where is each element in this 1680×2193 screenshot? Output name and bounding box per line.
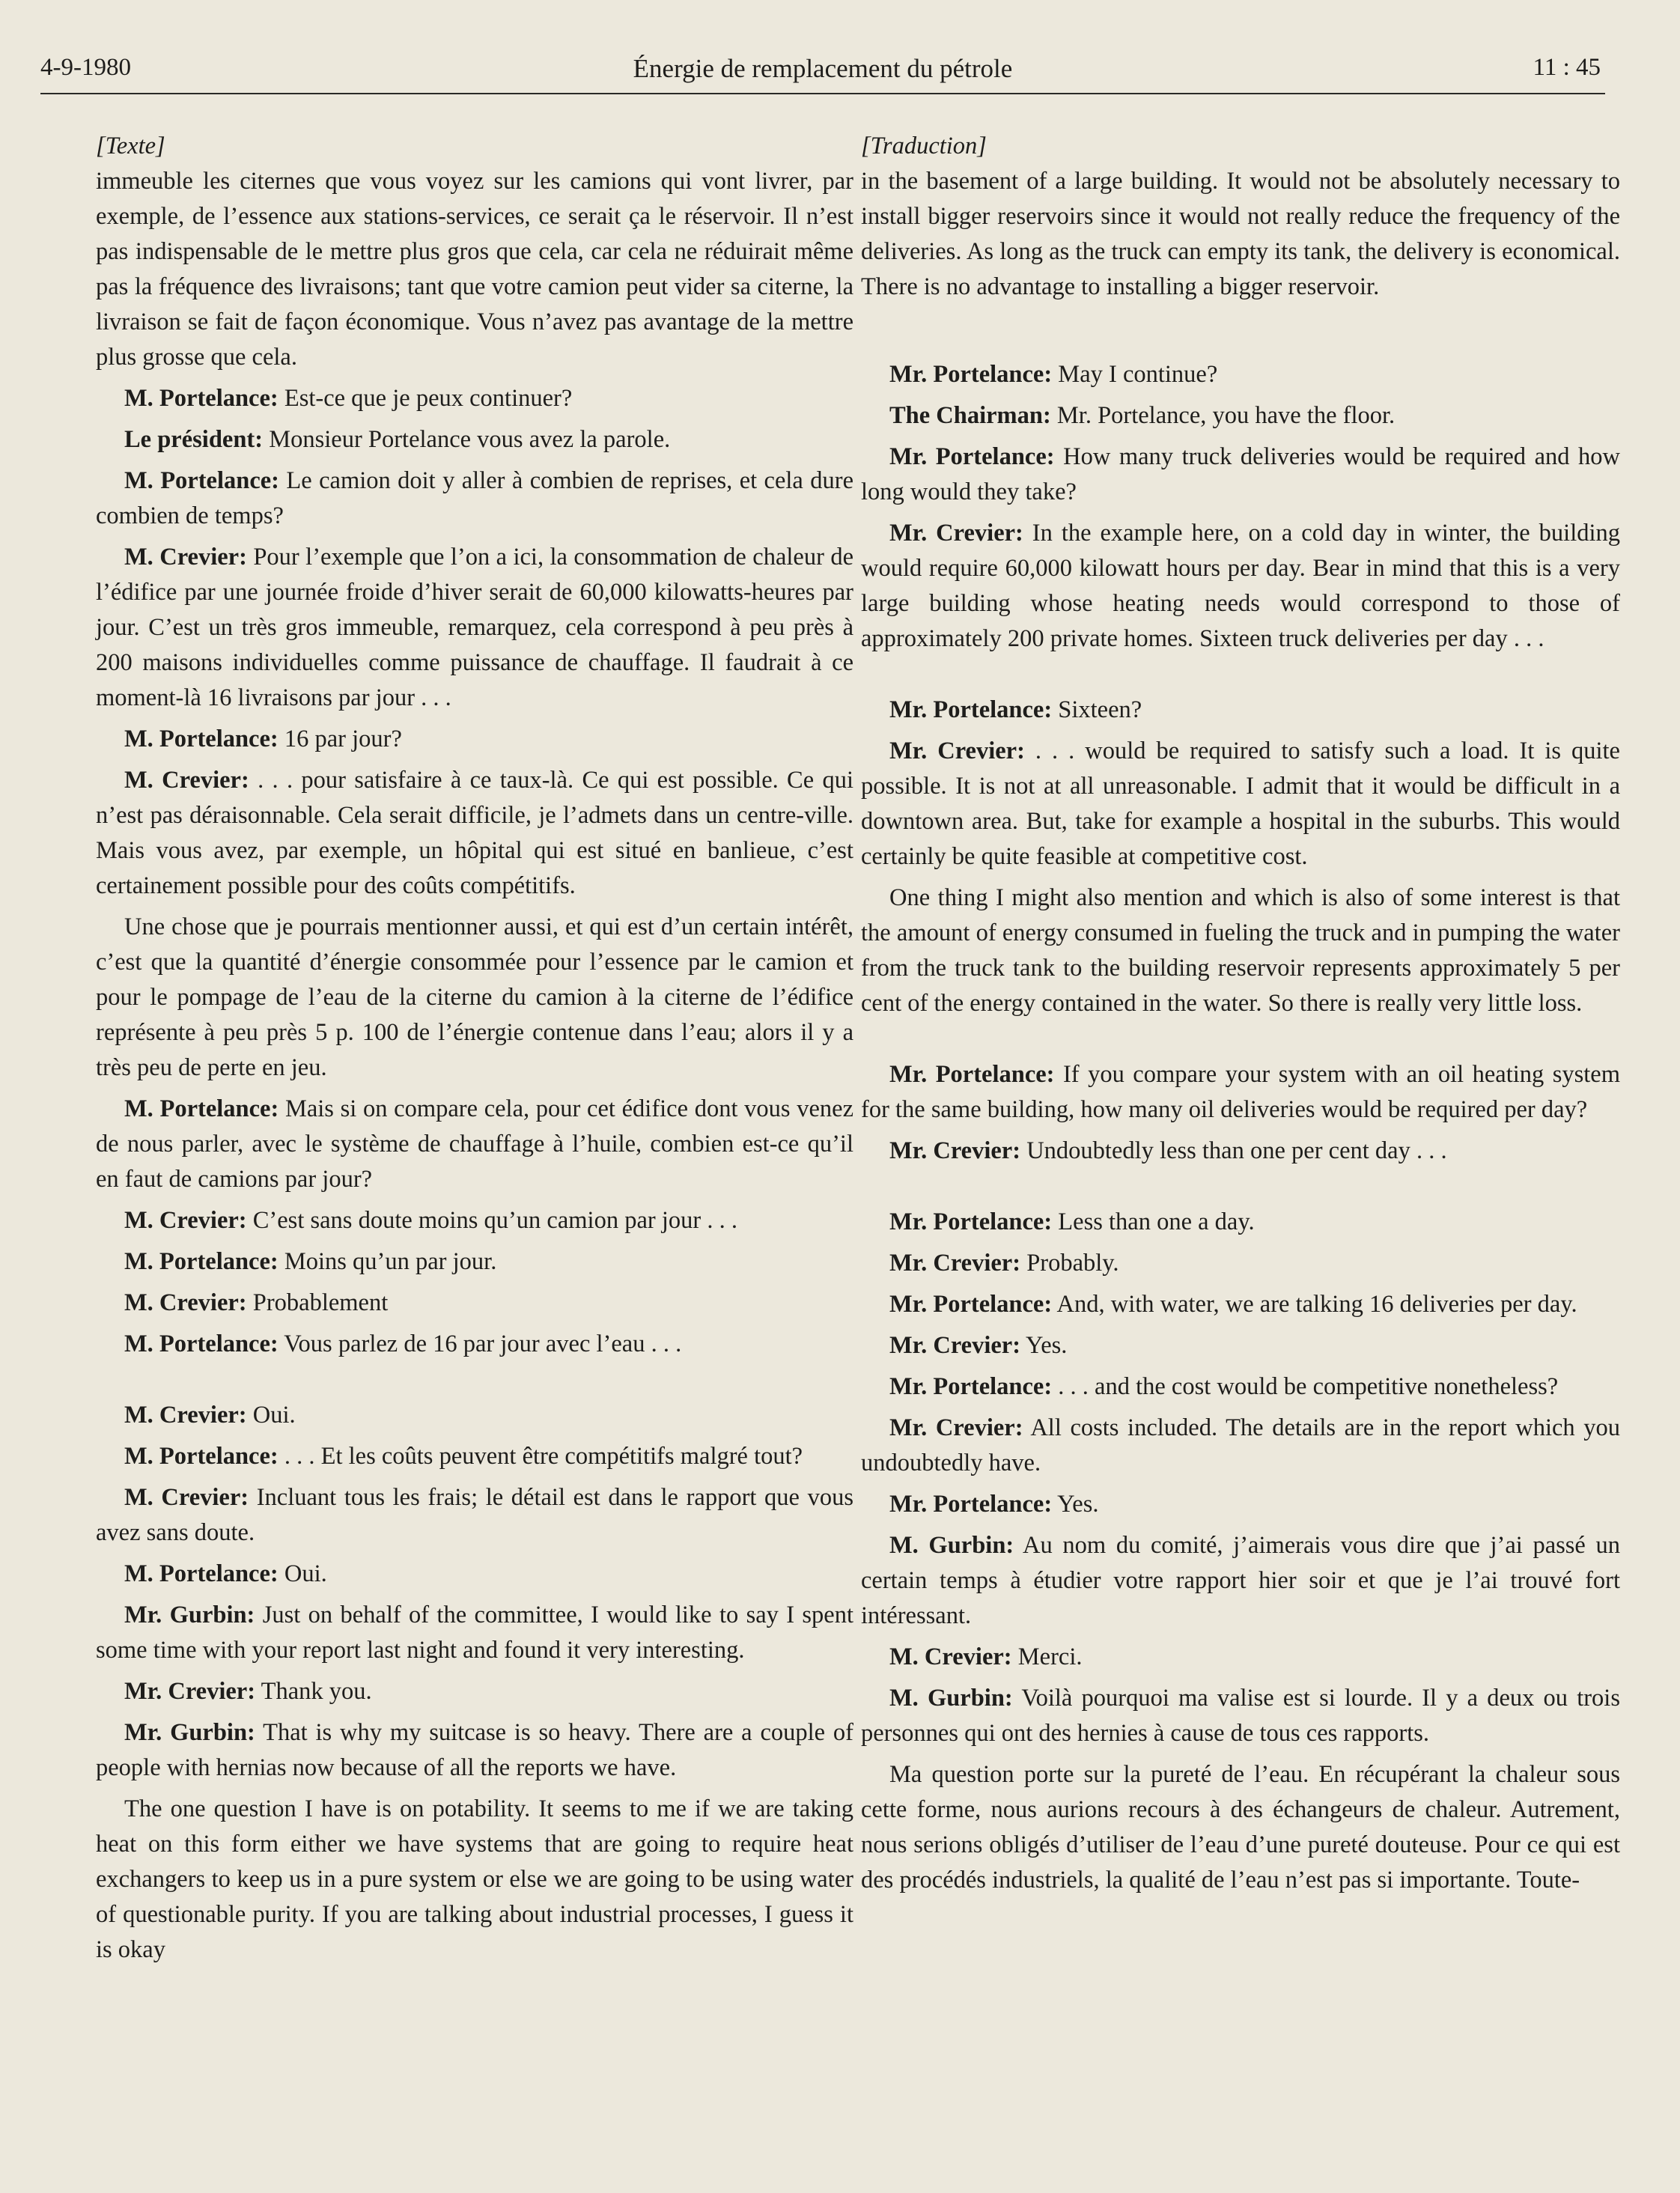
speech	[861, 1134, 1620, 1169]
speaker-name: Mr. Portelance:	[889, 696, 1053, 723]
speech	[861, 1369, 1620, 1405]
paragraph: One thing I might also mention and which is also of some interest is that the amount of energy consumed in fueling the truck and in pumping the water from the truck tank to the building reservoir represents approximately 5 per cent of the energy contained in the water. So there is really very little loss.	[861, 884, 1620, 1017]
speaker-name: M. Crevier:	[124, 1402, 247, 1429]
speech-text: 16 par jour?	[278, 726, 402, 752]
speaker-name: Mr. Portelance:	[889, 1373, 1053, 1400]
speech	[861, 1640, 1620, 1675]
paragraph: The one question I have is on potability. It seems to me if we are taking heat on this form either we have systems that are going to require heat exchangers to keep us in a pure system or else we are going to be using water of questionable purity. If you are talking about industrial processes, I guess it is okay	[96, 1795, 853, 1963]
speech	[861, 398, 1620, 434]
right-column	[861, 129, 1620, 1904]
speech-text: Est-ce que je peux continuer?	[278, 385, 573, 412]
speaker-name: M. Portelance:	[124, 385, 279, 412]
speaker-name: Mr. Portelance:	[889, 1291, 1053, 1318]
speech-text: . . . and the cost would be competitive nonetheless?	[1052, 1373, 1559, 1400]
speaker-name: M. Crevier:	[124, 1484, 249, 1511]
speech-text: Incluant tous les frais; le détail est dans le rapport que vous avez sans doute.	[96, 1484, 853, 1546]
speaker-name: Mr. Crevier:	[889, 737, 1025, 764]
paragraph: Une chose que je pourrais mentionner aussi, et qui est d’un certain intérêt, c’est que la quantité d’énergie consommée pour l’essence par le camion et pour le pompage de l’eau de la citerne du camion à la citerne de l’édifice représente à peu près 5 p. 100 de l’énergie contenue dans l’eau; alors il y a très peu de perte en jeu.	[96, 913, 853, 1081]
speech-text: Yes.	[1020, 1332, 1068, 1359]
spacer	[861, 1027, 1620, 1057]
speech	[861, 1287, 1620, 1322]
speaker-name: M. Portelance:	[124, 1443, 279, 1470]
speaker-name: M. Gurbin:	[889, 1532, 1014, 1559]
speech	[96, 1598, 853, 1668]
speech-text: Less than one a day.	[1052, 1208, 1255, 1235]
right-column-heading: [Traduction]	[861, 133, 987, 159]
speaker-name: Mr. Crevier:	[889, 1414, 1023, 1441]
speech	[96, 463, 853, 534]
speech-text: If you compare your system with an oil heating system for the same building, how many oil deliveries would be required per day?	[861, 1061, 1621, 1123]
speech	[861, 1411, 1620, 1481]
speech	[96, 1203, 853, 1238]
speech-text: Oui.	[246, 1402, 296, 1429]
speech	[96, 763, 853, 904]
speaker-name: Mr. Gurbin:	[124, 1719, 255, 1746]
speaker-name: The Chairman:	[889, 402, 1051, 429]
left-column-heading: [Texte]	[96, 133, 165, 159]
speaker-name: Mr. Crevier:	[889, 1332, 1021, 1359]
header-title: Énergie de remplacement du pétrole	[633, 54, 1013, 83]
speaker-name: Mr. Portelance:	[889, 443, 1055, 470]
speaker-name: M. Portelance:	[124, 467, 280, 494]
speaker-name: M. Crevier:	[124, 1207, 247, 1234]
speech-text: Monsieur Portelance vous avez la parole.	[263, 426, 671, 453]
speech	[861, 1205, 1620, 1240]
speech-text: And, with water, we are talking 16 deliveries per day.	[1052, 1291, 1577, 1318]
paragraph: immeuble les citernes que vous voyez sur les camions qui vont livrer, par exemple, de l’essence aux stations-services, ce serait ça le réservoir. Il n’est pas indispensable de le mettre plus gros que cela, car cela ne réduirait même pas la fréquence des livraisons; tant que votre camion peut vider sa citerne, la livraison se fait de façon économique. Vous n’avez pas avantage de la mettre plus grosse que cela.	[96, 168, 853, 371]
running-header	[40, 51, 1605, 94]
spacer	[861, 1175, 1620, 1205]
speaker-name: M. Portelance:	[124, 726, 279, 752]
speech	[96, 1327, 853, 1362]
speech-text: C’est sans doute moins qu’un camion par jour . . .	[246, 1207, 737, 1234]
speech-text: Vous parlez de 16 par jour avec l’eau . . .	[278, 1330, 682, 1357]
speech-text: . . . pour satisfaire à ce taux-là. Ce qui est possible. Ce qui n’est pas déraisonnable. Cela serait difficile, je l’admets dans un centre-ville. Mais vous avez, par exemple, un hôpital qui est situé en banlieue, c’est certainement possible pour des coûts compétitifs.	[96, 767, 853, 899]
speech	[861, 1057, 1620, 1128]
speaker-name: Mr. Portelance:	[889, 361, 1053, 388]
speaker-name: Le président:	[124, 426, 264, 453]
speech	[861, 357, 1620, 392]
speaker-name: M. Crevier:	[124, 767, 249, 794]
spacer	[861, 311, 1620, 357]
speech	[96, 1557, 853, 1592]
speech	[861, 1487, 1620, 1522]
speech	[96, 381, 853, 416]
speech	[861, 693, 1620, 728]
speech	[96, 422, 853, 457]
speaker-name: M. Crevier:	[889, 1643, 1012, 1670]
speech-text: Merci.	[1011, 1643, 1083, 1670]
speaker-name: M. Crevier:	[124, 544, 247, 571]
speaker-name: Mr. Crevier:	[889, 1250, 1021, 1277]
speech-text: Pour l’exemple que l’on a ici, la consommation de chaleur de l’édifice par une journée froide d’hiver serait de 60,000 kilowatts-heures par jour. C’est un très gros immeuble, remarquez, cela correspond à peu près à 200 maisons individuelles comme puissance de chauffage. Il faudrait à ce moment-là 16 livraisons par jour . . .	[96, 544, 853, 711]
speech-text: Thank you.	[255, 1678, 372, 1705]
speech-text: Yes.	[1052, 1491, 1099, 1518]
speaker-name: Mr. Gurbin:	[124, 1602, 255, 1628]
spacer	[861, 663, 1620, 693]
spacer	[96, 1368, 853, 1398]
speech	[96, 1244, 853, 1280]
speech	[861, 1246, 1620, 1281]
speaker-name: M. Portelance:	[124, 1330, 279, 1357]
speech-text: Just on behalf of the committee, I would like to say I spent some time with your report last night and found it very interesting.	[96, 1602, 854, 1664]
speech-text: How many truck deliveries would be required and how long would they take?	[861, 443, 1621, 505]
speech	[861, 1681, 1620, 1751]
speech	[861, 516, 1620, 657]
header-page-number: 11 : 45	[1533, 54, 1601, 81]
speech	[96, 1439, 853, 1474]
speech	[96, 1398, 853, 1433]
speech-text: Au nom du comité, j’aimerais vous dire que j’ai passé un certain temps à étudier votre rapport hier soir et que je l’ai trouvé fort intéressant.	[861, 1532, 1620, 1629]
speech	[96, 722, 853, 757]
speech	[96, 1715, 853, 1786]
speech	[96, 1092, 853, 1197]
speaker-name: Mr. Portelance:	[889, 1061, 1055, 1088]
speech-text: Probably.	[1020, 1250, 1119, 1277]
speaker-name: Mr. Portelance:	[889, 1491, 1053, 1518]
speech-text: Undoubtedly less than one per cent day . . .	[1020, 1137, 1447, 1164]
speaker-name: Mr. Crevier:	[889, 520, 1023, 547]
paragraph: Ma question porte sur la pureté de l’eau. En récupérant la chaleur sous cette forme, nous aurions recours à des échangeurs de chaleur. Autrement, nous serions obligés d’utiliser de l’eau d’une pureté douteuse. Pour ce qui est des procédés industriels, la qualité de l’eau n’est pas si importante. Toute-	[861, 1761, 1620, 1894]
speech-text: That is why my suitcase is so heavy. There are a couple of people with hernias now because of all the reports we have.	[96, 1719, 853, 1781]
left-column	[96, 129, 853, 1974]
speech-text: Oui.	[278, 1560, 327, 1587]
speaker-name: Mr. Crevier:	[124, 1678, 256, 1705]
speaker-name: Mr. Crevier:	[889, 1137, 1021, 1164]
speech	[861, 1528, 1620, 1634]
speech-text: Le camion doit y aller à combien de reprises, et cela dure combien de temps?	[96, 467, 853, 529]
speech	[96, 1286, 853, 1321]
paragraph: in the basement of a large building. It would not be absolutely necessary to install bigger reservoirs since it would not really reduce the frequency of the deliveries. As long as the truck can empty its tank, the delivery is economical. There is no advantage to installing a bigger reservoir.	[861, 168, 1620, 300]
speech	[861, 439, 1620, 510]
header-date: 4-9-1980	[40, 54, 131, 81]
speech	[96, 1480, 853, 1551]
speaker-name: M. Portelance:	[124, 1095, 279, 1122]
speech-text: May I continue?	[1052, 361, 1218, 388]
speech-text: . . . would be required to satisfy such a load. It is quite possible. It is not at all unreasonable. I admit that it would be difficult in a downtown area. But, take for example a hospital in the suburbs. This would certainly be quite feasible at competitive cost.	[861, 737, 1620, 870]
speech-text: All costs included. The details are in the report which you undoubtedly have.	[861, 1414, 1620, 1476]
speech	[861, 1328, 1620, 1363]
speech-text: . . . Et les coûts peuvent être compétitifs malgré tout?	[278, 1443, 803, 1470]
speaker-name: M. Gurbin:	[889, 1685, 1013, 1712]
speech	[96, 540, 853, 716]
speech-text: Mr. Portelance, you have the floor.	[1050, 402, 1396, 429]
speaker-name: M. Portelance:	[124, 1248, 279, 1275]
speaker-name: M. Portelance:	[124, 1560, 279, 1587]
speaker-name: Mr. Portelance:	[889, 1208, 1053, 1235]
speech-text: In the example here, on a cold day in winter, the building would require 60,000 kilowatt hours per day. Bear in mind that this is a very large building whose heating needs would correspond to those of approximately 200 private homes. Sixteen truck deliveries per day . . .	[861, 520, 1620, 652]
speech-text: Mais si on compare cela, pour cet édifice dont vous venez de nous parler, avec le système de chauffage à l’huile, combien est-ce qu’il en faut de camions par jour?	[96, 1095, 853, 1193]
speaker-name: M. Crevier:	[124, 1289, 247, 1316]
speech-text: Voilà pourquoi ma valise est si lourde. Il y a deux ou trois personnes qui ont des hernies à cause de tous ces rapports.	[861, 1685, 1620, 1747]
speech-text: Probablement	[246, 1289, 389, 1316]
speech	[96, 1674, 853, 1709]
speech	[861, 734, 1620, 875]
speech-text: Moins qu’un par jour.	[278, 1248, 497, 1275]
speech-text: Sixteen?	[1052, 696, 1142, 723]
